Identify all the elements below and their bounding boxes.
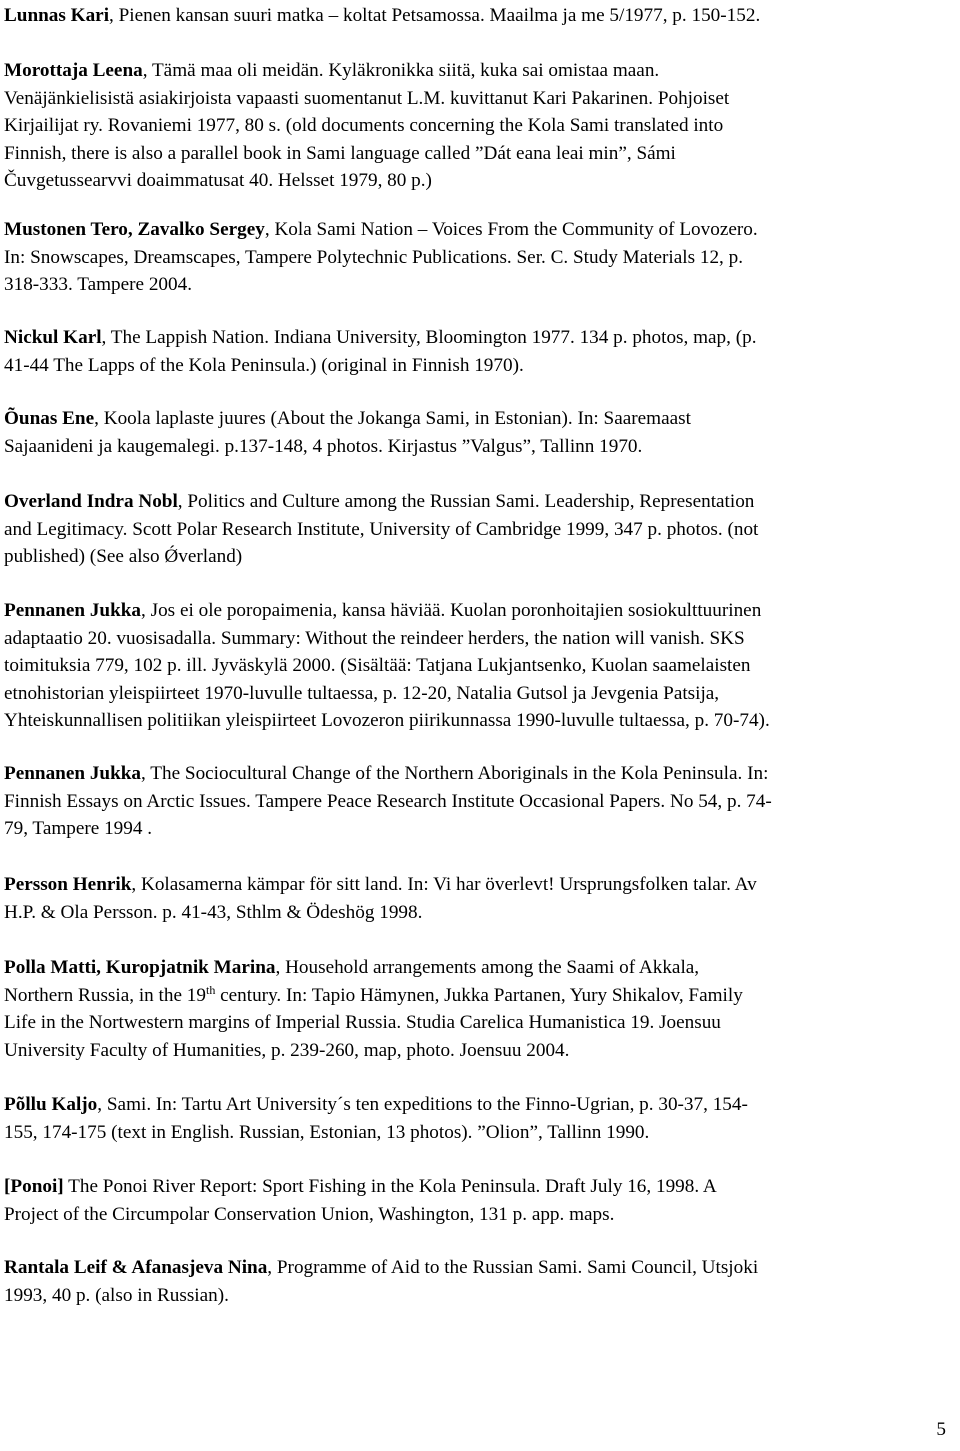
bibliography-entry <box>4 488 758 571</box>
entry-text-continued: century. In: Tapio Hämynen, Jukka Partanen, Yury Shikalov, Family Life in the Nortwestern margins of Imperial Russia. Studia Carelica Humanistica 19. Joensuu University Faculty of Humanities, p. 239-260, map, photo. Joensuu 2004. <box>4 984 743 1061</box>
bibliography-entry <box>4 871 757 926</box>
entry-text: , Pienen kansan suuri matka – koltat Petsamossa. Maailma ja me 5/1977, p. 150-152. <box>109 5 761 26</box>
bibliography-entry <box>4 216 758 299</box>
entry-author: Põllu Kaljo <box>4 1094 98 1115</box>
bibliography-entry <box>4 324 757 379</box>
entry-author: Mustonen Tero, Zavalko Sergey <box>4 219 265 240</box>
bibliography-entry <box>4 954 743 1064</box>
bibliography-entry <box>4 1091 748 1146</box>
entry-text: , Kola Sami Nation – Voices From the Community of Lovozero. In: Snowscapes, Dreamscapes, Tampere Polytechnic Publications. Ser. C. Study Materials 12, p. 318-333. Tampere 2004. <box>4 219 758 295</box>
entry-author: Persson Henrik <box>4 874 132 895</box>
entry-author: Nickul Karl <box>4 327 102 348</box>
entry-text: , Kolasamerna kämpar för sitt land. In: Vi har överlevt! Ursprungsfolken talar. Av H.P. & Ola Persson. p. 41-43, Sthlm & Ödeshög 1998. <box>4 874 757 923</box>
entry-text: , Sami. In: Tartu Art University´s ten expeditions to the Finno-Ugrian, p. 30-37, 154- 155, 174-175 (text in English. Russian, Estonian, 13 photos). ”Olion”, Tallinn 1990. <box>4 1094 748 1143</box>
entry-author: Lunnas Kari <box>4 5 110 26</box>
entry-text: , Household arrangements among the Saami of Akkala, Northern Russia, in the 19 <box>4 957 700 1006</box>
bibliography-entry <box>4 1254 758 1309</box>
entry-author: [Ponoi] <box>4 1176 64 1197</box>
bibliography-entry <box>4 760 772 843</box>
entry-text: , Tämä maa oli meidän. Kyläkronikka siitä, kuka sai omistaa maan. Venäjänkielisistä asiakirjoista vapaasti suomentanut L.M. kuvittanut Kari Pakarinen. Pohjoiset Kirjailijat ry. Rovaniemi 1977, 80 s. (old documents concerning the Kola Sami translated into Finnish, there is also a parallel book in Sami language called ”Dát eana leai min”, Sámi Čuvgetussearvvi doaimmatusat 40. Helsset 1979, 80 p.) <box>4 60 730 191</box>
entry-author: Pennanen Jukka <box>4 763 142 784</box>
entry-text: , Koola laplaste juures (About the Jokanga Sami, in Estonian). In: Saaremaast Sajaanideni ja kaugemalegi. p.137-148, 4 photos. Kirjastus ”Valgus”, Tallinn 1970. <box>4 408 691 457</box>
bibliography-entry <box>4 2 760 30</box>
entry-text: , Politics and Culture among the Russian Sami. Leadership, Representation and Legitimacy. Scott Polar Research Institute, University of Cambridge 1999, 347 p. photos. (not published) (See also Ǿverland) <box>4 491 759 567</box>
bibliography-entry <box>4 597 770 735</box>
superscript-th: th <box>205 982 216 997</box>
entry-author: Morottaja Leena <box>4 60 143 81</box>
entry-text: , Jos ei ole poropaimenia, kansa häviää. Kuolan poronhoitajien sosiokulttuurinen adaptaatio 20. vuosisadalla. Summary: Without the reindeer herders, the nation will vanish. SKS toimituksia 779, 102 p. ill. Jyväskylä 2000. (Sisältää: Tatjana Lukjantsenko, Kuolan saamelaisten etnohistorian yleispiirteet 1970-luvulle tultaessa, p. 12-20, Natalia Gutsol ja Jevgenia Patsija, Yhteiskunnallisen politiikan yleispiirteet Lovozeron piirikunnassa 1990-luvulle tultaessa, p. 70-74). <box>4 600 770 731</box>
entry-author: Overland Indra Nobl <box>4 491 178 512</box>
entry-text: , The Sociocultural Change of the Northern Aboriginals in the Kola Peninsula. In: Finnish Essays on Arctic Issues. Tampere Peace Research Institute Occasional Papers. No 54, p. 74- 79, Tampere 1994 . <box>4 763 772 839</box>
bibliography-entry <box>4 57 729 195</box>
bibliography-entry <box>4 405 691 460</box>
bibliography-entry <box>4 1173 717 1228</box>
entry-author: Pennanen Jukka <box>4 600 142 621</box>
entry-author: Õunas Ene <box>4 408 95 429</box>
entry-text: , The Lappish Nation. Indiana University, Bloomington 1977. 134 p. photos, map, (p. 41-44 The Lapps of the Kola Peninsula.) (original in Finnish 1970). <box>4 327 757 376</box>
entry-text: , Programme of Aid to the Russian Sami. Sami Council, Utsjoki 1993, 40 p. (also in Russian). <box>4 1257 759 1306</box>
entry-author: Polla Matti, Kuropjatnik Marina <box>4 957 276 978</box>
entry-text: The Ponoi River Report: Sport Fishing in the Kola Peninsula. Draft July 16, 1998. A Project of the Circumpolar Conservation Union, Washington, 131 p. app. maps. <box>4 1176 717 1225</box>
entry-author: Rantala Leif & Afanasjeva Nina <box>4 1257 268 1278</box>
page-number: 5 <box>936 1419 946 1440</box>
